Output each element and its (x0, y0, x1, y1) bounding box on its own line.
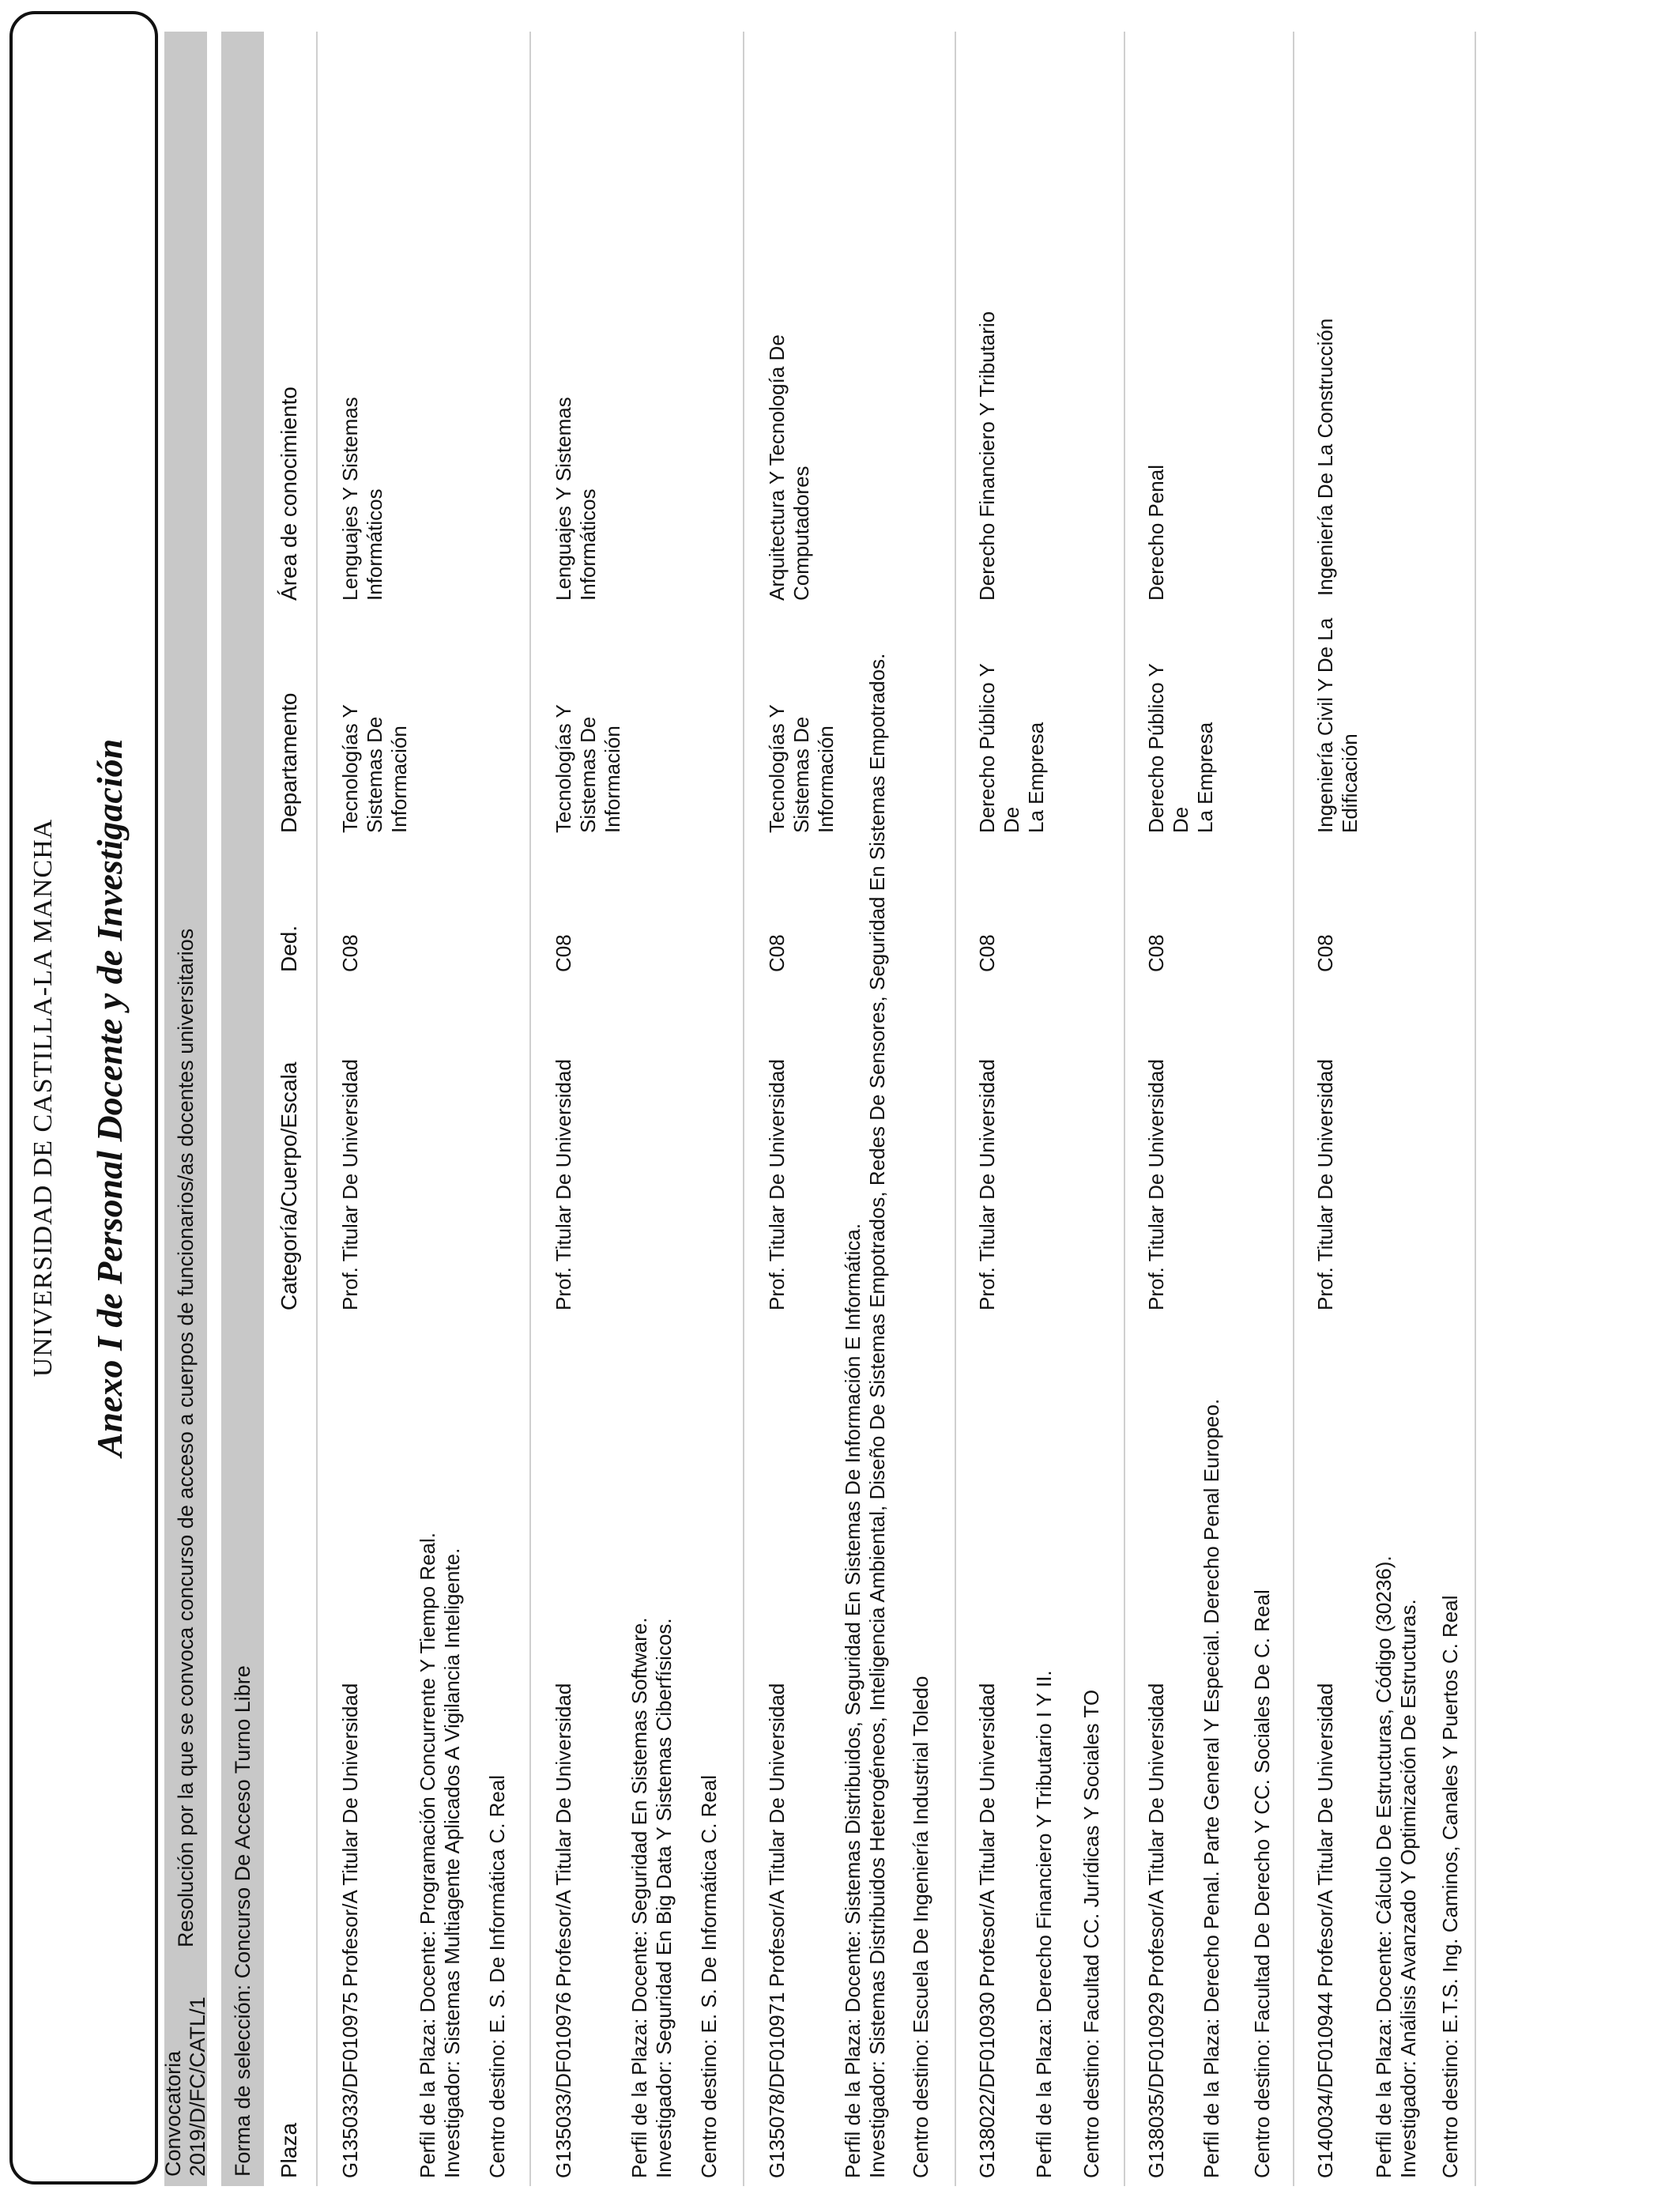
plaza-profesor: Profesor/A Titular De Universidad (765, 1683, 789, 1987)
plaza-perfil (627, 1617, 676, 2178)
plaza-departamento (975, 635, 1049, 833)
column-header-categoria: Categoría/Cuerpo/Escala (277, 1061, 301, 1310)
plaza-centro: Centro destino: E. S. De Informática C. Real (485, 1774, 509, 2178)
plaza-perfil (416, 1532, 465, 2178)
perfil-line: Perfil de la Plaza: Derecho Penal. Parte General Y Especial. Derecho Penal Europeo. (1200, 1398, 1223, 2178)
plaza-area (1313, 153, 1338, 596)
plaza-code: G135078/DF010971 (765, 1992, 789, 2178)
column-headers (269, 32, 316, 2186)
perfil-line: Investigador: Sistemas Multiagente Aplicados A Vigilancia Inteligente. (440, 1547, 464, 2178)
departamento-line: Información (601, 726, 624, 833)
perfil-line: Perfil de la Plaza: Docente: Seguridad En Sistemas Software. (627, 1617, 651, 2178)
departamento-line: La Empresa (1024, 722, 1048, 833)
university-title: UNIVERSIDAD DE CASTILLA-LA MANCHA (28, 818, 58, 1378)
plaza-row (529, 32, 743, 2186)
departamento-line: La Empresa (1193, 722, 1217, 833)
perfil-line: Perfil de la Plaza: Derecho Financiero Y Tributario I Y II. (1032, 1670, 1056, 2178)
table-end-line (1475, 32, 1476, 2186)
area-line: Lenguajes Y Sistemas (552, 397, 575, 601)
column-header-plaza: Plaza (277, 2122, 301, 2178)
plaza-categoria: Prof. Titular De Universidad (1144, 1059, 1168, 1310)
departamento-line: Información (387, 726, 411, 833)
plaza-centro: Centro destino: Escuela De Ingeniería Industrial Toledo (909, 1676, 932, 2178)
area-line: Informáticos (576, 488, 600, 601)
forma-seleccion-bar (221, 32, 264, 2186)
plaza-categoria: Prof. Titular De Universidad (1313, 1059, 1337, 1310)
plaza-centro: Centro destino: E. S. De Informática C. Real (697, 1774, 721, 2178)
column-header-area: Área de conocimiento (277, 386, 301, 601)
plaza-row (743, 32, 955, 2186)
departamento-line: Edificación (1338, 733, 1362, 833)
plaza-perfil (1200, 1399, 1224, 2178)
plaza-profesor: Profesor/A Titular De Universidad (1144, 1683, 1168, 1987)
plaza-departamento (1144, 635, 1218, 833)
departamento-line: Sistemas De (363, 716, 386, 833)
perfil-line: Investigador: Sistemas Distribuidos Heterogéneos, Inteligencia Ambiental, Diseño De Sistemas Empotrados, Redes De Sensores, Seguridad En Sistemas Empotrados. (865, 653, 889, 2178)
row-separator (529, 32, 531, 2186)
perfil-line: Investigador: Análisis Avanzado Y Optimización De Estructuras. (1396, 1599, 1420, 2178)
row-separator (316, 32, 318, 2186)
plaza-profesor: Profesor/A Titular De Universidad (338, 1683, 362, 1987)
row-separator (1293, 32, 1294, 2186)
plaza-code: G138022/DF010930 (975, 1992, 999, 2178)
plaza-dedicacion: C08 (338, 934, 362, 972)
departamento-line: Derecho Público Y De (1144, 663, 1192, 833)
departamento-line: Derecho Público Y De (975, 663, 1023, 833)
area-line: Computadores (789, 466, 813, 601)
area-line: Arquitectura Y Tecnología De (765, 334, 789, 601)
plaza-profesor: Profesor/A Titular De Universidad (975, 1683, 999, 1987)
plaza-departamento (1313, 617, 1362, 833)
annex-title: Anexo I de Personal Docente y de Investigación (89, 738, 130, 1457)
plaza-categoria: Prof. Titular De Universidad (552, 1059, 575, 1310)
forma-seleccion-text: Forma de selección: Concurso De Acceso Turno Libre (230, 1665, 254, 2177)
departamento-line: Sistemas De (789, 716, 813, 833)
convocatoria-code: Convocatoria 2019/D/FC/CATL/1 (161, 1996, 209, 2177)
area-line: Derecho Penal (1144, 465, 1168, 601)
perfil-line: Perfil de la Plaza: Docente: Sistemas Distribuidos, Seguridad En Sistemas De Información E Informática. (841, 1223, 864, 2178)
plaza-perfil (841, 654, 890, 2178)
plaza-row (955, 32, 1124, 2186)
convocatoria-bar (161, 32, 209, 2186)
plaza-categoria: Prof. Titular De Universidad (765, 1059, 789, 1310)
convocatoria-description: Resolución por la que se convoca concurso de acceso a cuerpos de funcionarios/as docentes universitarios (173, 928, 198, 1947)
plaza-code: G135033/DF010976 (552, 1992, 575, 2178)
plaza-centro: Centro destino: E.T.S. Ing. Caminos, Canales Y Puertos C. Real (1438, 1595, 1462, 2178)
row-separator (1124, 32, 1125, 2186)
departamento-line: Tecnologías Y (338, 704, 362, 833)
plaza-centro: Centro destino: Facultad De Derecho Y CC. Sociales De C. Real (1250, 1589, 1274, 2178)
column-header-ded: Ded. (277, 925, 301, 972)
plaza-profesor: Profesor/A Titular De Universidad (552, 1683, 575, 1987)
plaza-area (975, 158, 1000, 601)
plaza-area (338, 158, 387, 601)
departamento-line: Tecnologías Y (765, 704, 789, 833)
row-separator (955, 32, 956, 2186)
plaza-area (765, 158, 814, 601)
plaza-perfil (1032, 1670, 1057, 2178)
area-line: Lenguajes Y Sistemas (338, 397, 362, 601)
plaza-dedicacion: C08 (1144, 934, 1168, 972)
area-line: Ingeniería De La Construcción (1313, 318, 1337, 596)
plaza-row (1293, 32, 1473, 2186)
perfil-line: Perfil de la Plaza: Docente: Cálculo De Estructuras, Código (30236). (1372, 1555, 1396, 2178)
plaza-departamento (765, 635, 838, 833)
departamento-line: Sistemas De (576, 716, 600, 833)
plaza-code: G140034/DF010944 (1313, 1992, 1337, 2178)
plaza-dedicacion: C08 (552, 934, 575, 972)
column-header-departamento: Departamento (277, 692, 301, 833)
perfil-line: Perfil de la Plaza: Docente: Programación Concurrente Y Tiempo Real. (416, 1532, 439, 2178)
plaza-area (1144, 158, 1169, 601)
plaza-departamento (338, 635, 412, 833)
plaza-profesor: Profesor/A Titular De Universidad (1313, 1683, 1337, 1987)
row-separator (743, 32, 744, 2186)
plaza-row (1124, 32, 1293, 2186)
plaza-categoria: Prof. Titular De Universidad (338, 1059, 362, 1310)
plaza-row (316, 32, 529, 2186)
plaza-categoria: Prof. Titular De Universidad (975, 1059, 999, 1310)
plaza-perfil (1372, 1555, 1421, 2178)
departamento-line: Tecnologías Y (552, 704, 575, 833)
plaza-dedicacion: C08 (765, 934, 789, 972)
area-line: Informáticos (363, 488, 386, 601)
document-header (9, 11, 158, 2185)
plaza-departamento (552, 635, 625, 833)
plaza-centro: Centro destino: Facultad CC. Jurídicas Y Sociales TO (1079, 1689, 1103, 2178)
plaza-dedicacion: C08 (975, 934, 999, 972)
plaza-area (552, 158, 601, 601)
plaza-dedicacion: C08 (1313, 934, 1337, 972)
plaza-code: G138035/DF010929 (1144, 1992, 1168, 2178)
departamento-line: Información (814, 726, 838, 833)
departamento-line: Ingeniería Civil Y De La (1313, 617, 1337, 833)
plaza-code: G135033/DF010975 (338, 1992, 362, 2178)
perfil-line: Investigador: Seguridad En Big Data Y Sistemas Ciberfísicos. (652, 1618, 676, 2178)
area-line: Derecho Financiero Y Tributario (975, 311, 999, 601)
